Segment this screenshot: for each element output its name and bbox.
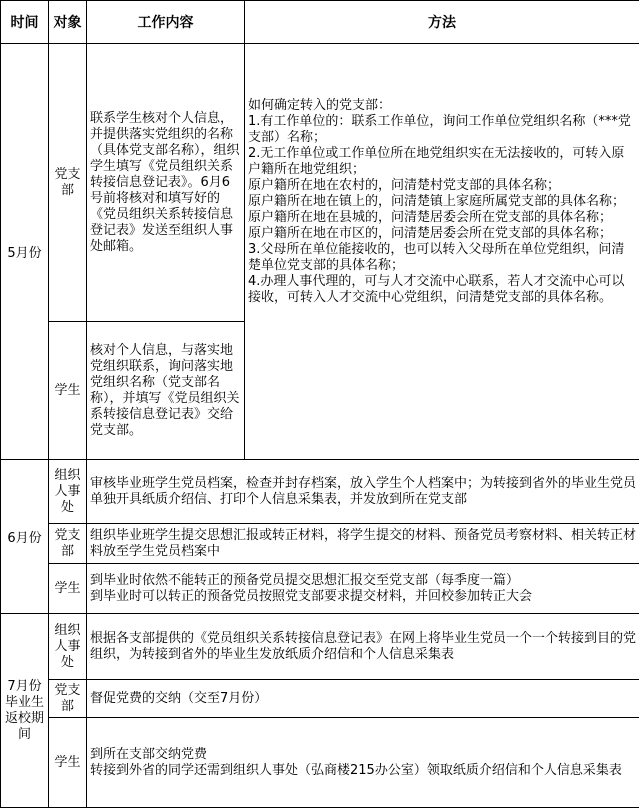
may-branch-target: 党支部 bbox=[49, 44, 87, 322]
may-method-cell bbox=[245, 44, 639, 460]
may-branch-row bbox=[1, 44, 639, 322]
july-branch-target: 党支部 bbox=[49, 680, 87, 718]
method-line: 1.有工作单位的：联系工作单位，询问工作单位党组织名称（***党支部）名称； bbox=[248, 114, 631, 145]
method-line: 原户籍所在地在市区的，问清楚居委会所在党支部的具体名称； bbox=[248, 226, 613, 241]
july-org-row bbox=[1, 614, 639, 680]
june-time-cell: 6月份 bbox=[1, 460, 49, 614]
method-line: 2.无工作单位或工作单位所在地党组织实在无法接收的，可转入原户籍所在地党组织； bbox=[248, 146, 625, 177]
header-target: 对象 bbox=[49, 1, 87, 44]
june-student-row bbox=[1, 564, 639, 614]
july-student-row bbox=[1, 718, 639, 808]
june-org-row bbox=[1, 460, 639, 524]
header-work: 工作内容 bbox=[87, 1, 245, 44]
method-line: 3.父母所在单位能接收的，也可以转入父母所在单位党组织，问清楚单位党支部的具体名称； bbox=[248, 242, 625, 273]
may-student-target: 学生 bbox=[49, 322, 87, 460]
header-method: 方法 bbox=[245, 1, 639, 44]
header-time: 时间 bbox=[1, 1, 49, 44]
may-branch-work: 联系学生核对个人信息，并提供落实党组织的名称（具体党支部名称），组织学生填写《党员组织关系转接信息登记表》。6月6号前将核对和填写好的《党员组织关系转接信息登记表》发送至组织人事处邮箱。 bbox=[87, 44, 245, 322]
june-branch-row bbox=[1, 524, 639, 564]
june-student-content: 到毕业时依然不能转正的预备党员提交思想汇报交至党支部（每季度一篇） 到毕业时可以转正的预备党员按照党支部要求提交材料，并回校参加转正大会 bbox=[87, 564, 639, 614]
method-line: 原户籍所在地在县城的，问清楚居委会所在党支部的具体名称； bbox=[248, 210, 613, 225]
july-branch-row bbox=[1, 680, 639, 718]
header-row bbox=[1, 1, 639, 44]
method-line: 原户籍所在地在镇上的，问清楚镇上家庭所属党支部的具体名称； bbox=[248, 194, 626, 209]
july-org-content: 根据各支部提供的《党员组织关系转接信息登记表》在网上将毕业生党员一个一个转接到目的党组织，为转接到省外的毕业生发放纸质介绍信和个人信息采集表 bbox=[87, 614, 639, 680]
july-time-cell: 7月份毕业生返校期间 bbox=[1, 614, 49, 808]
june-branch-target: 党支部 bbox=[49, 524, 87, 564]
june-org-content: 审核毕业班学生党员档案，检查并封存档案，放入学生个人档案中；为转接到省外的毕业生党员单独开具纸质介绍信、打印个人信息采集表，并发放到所在党支部 bbox=[87, 460, 639, 524]
may-time-cell: 5月份 bbox=[1, 44, 49, 460]
july-student-target: 学生 bbox=[49, 718, 87, 808]
july-branch-content: 督促党费的交纳（交至7月份） bbox=[87, 680, 639, 718]
may-student-work: 核对个人信息，与落实地党组织联系，询问落实地党组织名称（党支部名称），并填写《党员组织关系转接信息登记表》交给党支部。 bbox=[87, 322, 245, 460]
method-line: 如何确定转入的党支部： bbox=[248, 98, 392, 113]
method-line: 4.办理人事代理的，可与人才交流中心联系，若人才交流中心可以接收，可转入人才交流中心党组织，问清楚党支部的具体名称。 bbox=[248, 274, 625, 305]
june-org-target: 组织人事处 bbox=[49, 460, 87, 524]
method-line: 原户籍所在地在农村的，问清楚村党支部的具体名称； bbox=[248, 178, 561, 193]
june-branch-content: 组织毕业班学生提交思想汇报或转正材料，将学生提交的材料、预备党员考察材料、相关转正材料放至学生党员档案中 bbox=[87, 524, 639, 564]
july-student-content: 到所在支部交纳党费 转接到外省的同学还需到组织人事处（弘商楼215办公室）领取纸质介绍信和个人信息采集表 bbox=[87, 718, 639, 808]
july-org-target: 组织人事处 bbox=[49, 614, 87, 680]
june-student-target: 学生 bbox=[49, 564, 87, 614]
